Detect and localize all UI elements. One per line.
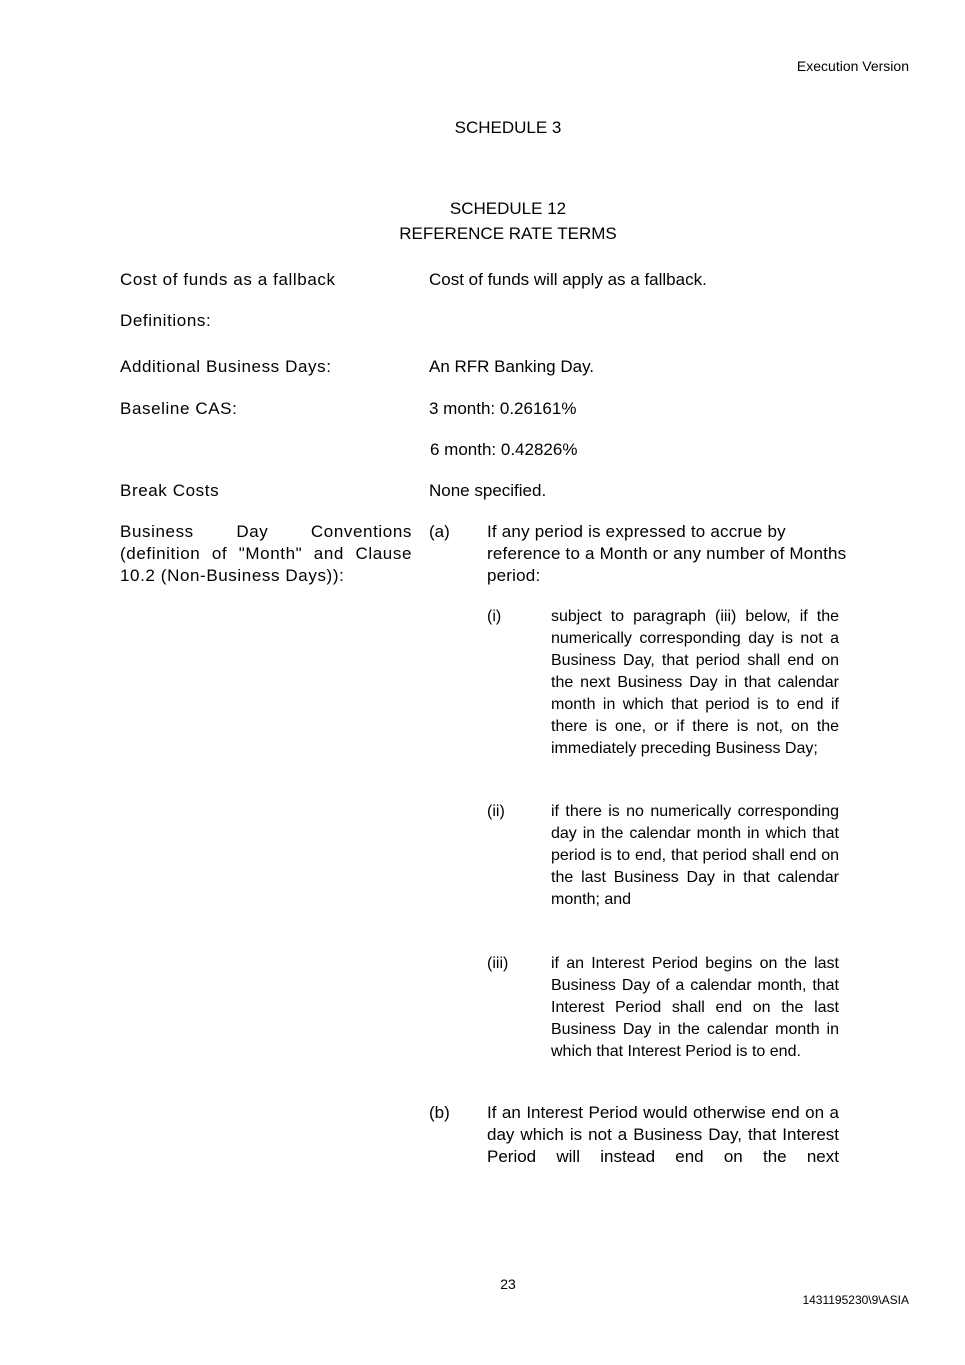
page-heading: REFERENCE RATE TERMS	[399, 224, 617, 243]
baseline-cas-label: Baseline CAS:	[120, 399, 238, 418]
para-a-marker: (a)	[429, 522, 450, 541]
business-day-conventions-label: Business Day Conventions (definition of "Month" and Clause 10.2 (Non-Business Days)):	[120, 522, 412, 585]
additional-business-days-value: An RFR Banking Day.	[429, 357, 595, 376]
break-costs-label: Break Costs	[120, 481, 220, 500]
page-number: 23	[500, 1276, 516, 1292]
cost-of-funds-value: Cost of funds will apply as a fallback.	[429, 270, 707, 289]
baseline-cas-3m: 3 month: 0.26161%	[429, 399, 577, 418]
para-i-text: subject to paragraph (iii) below, if the numerically corresponding day is not a Business Day, that period shall end on the next Business Day in that calendar month in which that period is to end if there is one, or if there is not, on the immediately preceding Business Day;	[551, 608, 839, 757]
version-label: Execution Version	[796, 58, 909, 74]
para-ii-text: if there is no numerically corresponding day in the calendar month in which that period is to end, that period shall end on the last Business Day in that calendar month; and	[551, 803, 839, 908]
para-iii-text: if an Interest Period begins on the last Business Day of a calendar month, that Interest Period shall end on the last Business Day in the calendar month in which that Interest Period is to end.	[551, 955, 839, 1060]
schedule-title: SCHEDULE 3	[454, 118, 562, 137]
document-reference: 1431195230\9\ASIA	[802, 1293, 909, 1307]
para-b-marker: (b)	[429, 1103, 450, 1122]
break-costs-value: None specified.	[429, 481, 547, 500]
definitions-label: Definitions:	[120, 311, 212, 330]
para-iii-marker: (iii)	[487, 955, 509, 972]
additional-business-days-label: Additional Business Days:	[120, 357, 332, 376]
para-i-marker: (i)	[487, 608, 502, 625]
para-b-text: If an Interest Period would otherwise end on a day which is not a Business Day, that Interest Period will instead end on the next	[487, 1103, 839, 1166]
para-a-text: If any period is expressed to accrue by reference to a Month or any number of Months period:	[487, 522, 847, 585]
sub-schedule-title: SCHEDULE 12	[449, 199, 567, 218]
baseline-cas-6m: 6 month: 0.42826%	[430, 440, 578, 459]
cost-of-funds-label: Cost of funds as a fallback	[120, 270, 336, 289]
para-ii-marker: (ii)	[487, 803, 505, 820]
